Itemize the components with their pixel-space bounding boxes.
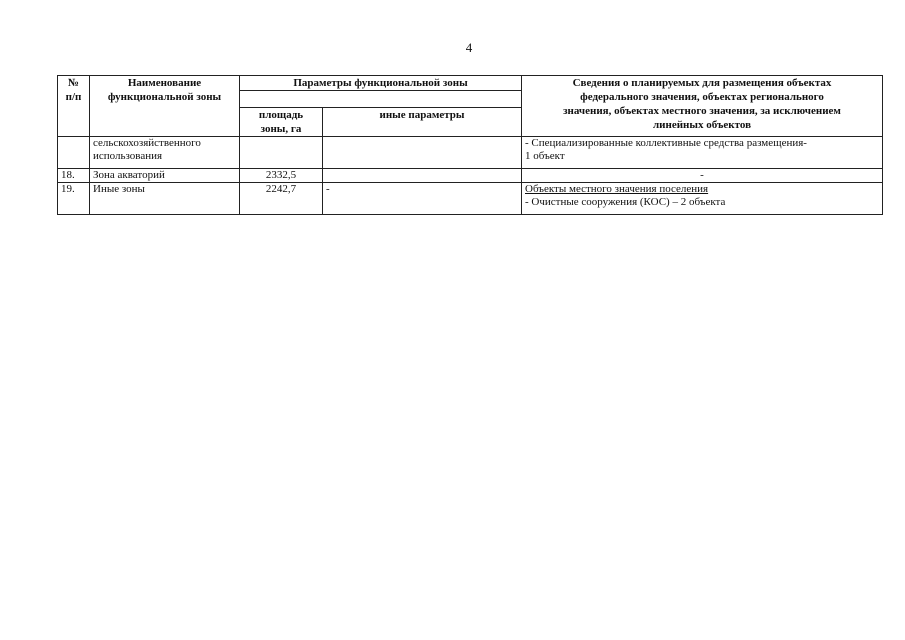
row-zone-name [90, 137, 240, 169]
page-number: 4 [465, 40, 473, 55]
row-area: 2242,7 [240, 183, 323, 215]
header-num-line: п/п [65, 91, 82, 103]
row-planned-objects-line: 1 объект [525, 150, 565, 162]
row-zone-name-line: Зона акваторий [93, 169, 165, 181]
header-zone-name-line: Наименование [127, 77, 202, 89]
header-zone-name-line: функциональной зоны [107, 91, 222, 103]
row-num [58, 137, 90, 169]
header-params-empty [240, 91, 522, 108]
table-row [58, 183, 883, 215]
row-zone-name-line: сельскохозяйственного [93, 137, 201, 149]
row-other-params: - [323, 183, 522, 215]
row-planned-objects [522, 137, 883, 169]
table-header [58, 76, 883, 137]
header-planned-objects-line: Сведения о планируемых для размещения объектах [572, 77, 832, 89]
header-planned-objects-line: линейных объектов [652, 119, 752, 131]
functional-zones-table [57, 75, 883, 215]
header-num-line: № [67, 77, 80, 89]
header-other-params: иные параметры [323, 108, 522, 137]
header-planned-objects-line: федерального значения, объектах регионального [580, 91, 824, 103]
row-num: 19. [58, 183, 90, 215]
row-objects-heading: Объекты местного значения поселения [525, 183, 709, 195]
row-planned-objects-line: - Очистные сооружения (КОС) – 2 объекта [525, 196, 726, 208]
row-num: 18. [58, 169, 90, 183]
table-body [58, 137, 883, 215]
row-area: 2332,5 [240, 169, 323, 183]
row-zone-name [90, 169, 240, 183]
row-zone-name [90, 183, 240, 215]
row-zone-name-line: Иные зоны [93, 183, 145, 195]
row-planned-objects [522, 183, 883, 215]
row-planned-objects-line: - Специализированные коллективные средства размещения- [525, 137, 807, 149]
row-planned-objects [522, 169, 883, 183]
header-planned-objects [522, 76, 883, 137]
row-area [240, 137, 323, 169]
row-other-params [323, 137, 522, 169]
row-zone-name-line: использования [93, 150, 163, 162]
header-zone-params: Параметры функциональной зоны [240, 76, 522, 91]
header-zone-name [90, 76, 240, 137]
row-planned-objects-line: - [700, 169, 704, 181]
header-area-line: площадь [258, 109, 304, 121]
header-num [58, 76, 90, 137]
table-row [58, 169, 883, 183]
header-area-line: зоны, га [260, 123, 302, 135]
table-row [58, 137, 883, 169]
row-other-params [323, 169, 522, 183]
header-area [240, 108, 323, 137]
header-planned-objects-line: значения, объектах местного значения, за исключением [563, 105, 841, 117]
